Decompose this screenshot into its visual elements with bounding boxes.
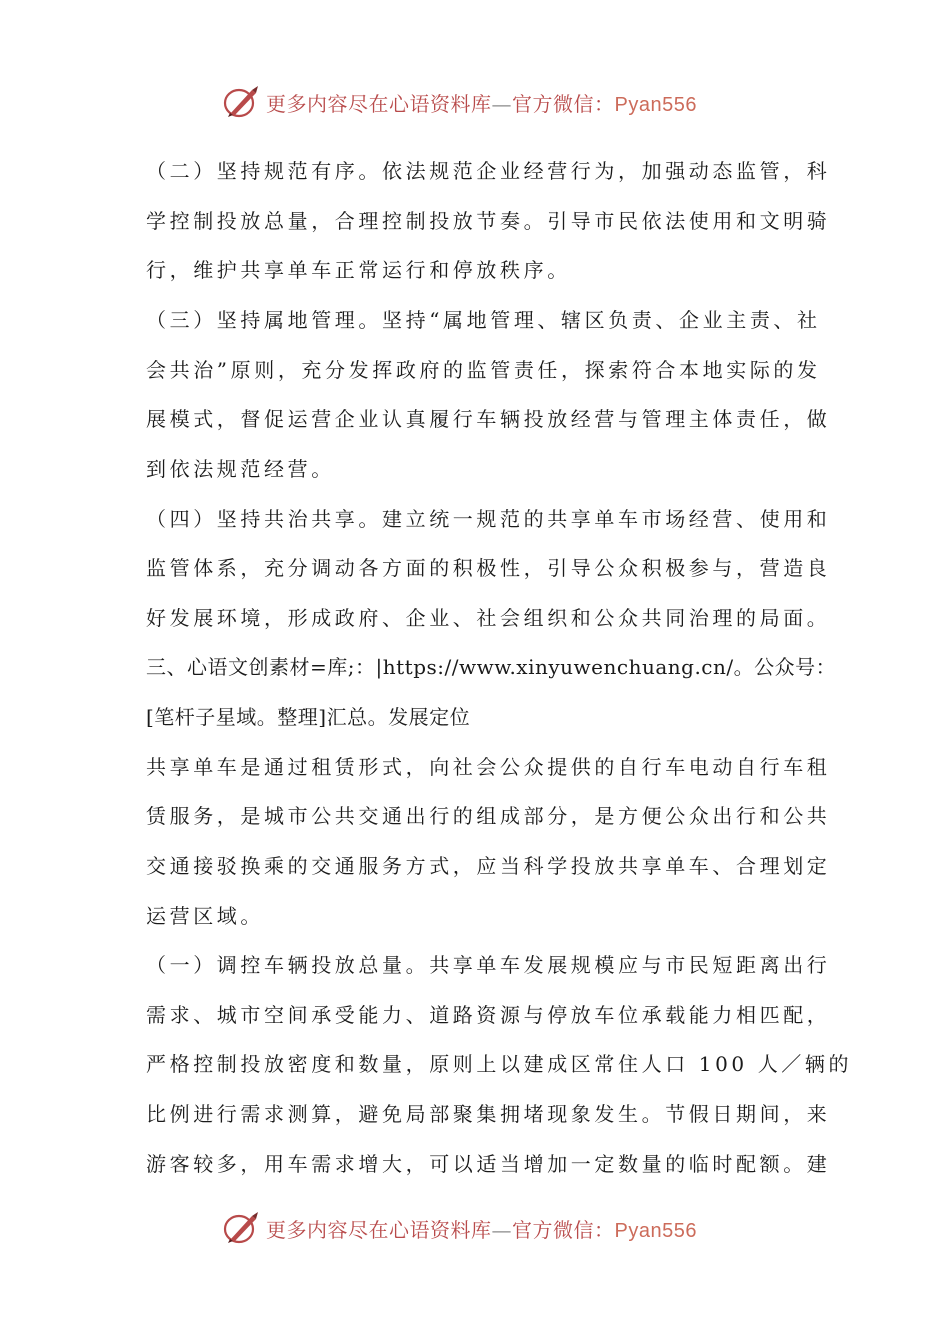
footer-wechat-id: Pyan556 [614,1220,697,1242]
text-line: 好发展环境，形成政府、企业、社会组织和公众共同治理的局面。 [146,606,831,630]
text-line: 共享单车是通过租赁形式，向社会公众提供的自行车电动自行车租 [146,755,831,779]
text-line: 三、心语文创素材=库;：|https://www.xinyuwenchuang.cn/。公众号： [146,655,837,679]
text-line: （一）调控车辆投放总量。共享单车发展规模应与市民短距离出行 [146,953,831,977]
header-banner-text [266,88,697,117]
text-line: （四）坚持共治共享。建立统一规范的共享单车市场经营、使用和 [146,507,831,531]
text-line: 运营区域。 [146,904,264,928]
text-line: 会共治”原则，充分发挥政府的监管责任，探索符合本地实际的发 [146,358,821,382]
pen-logo-icon [222,1210,262,1246]
text-line: 游客较多，用车需求增大，可以适当增加一定数量的临时配额。建 [146,1152,831,1176]
footer-banner [0,1208,950,1248]
text-line: [笔杆子星域。整理]汇总。发展定位 [146,705,471,729]
footer-banner-text [266,1214,697,1243]
header-banner-separator: — [491,92,512,116]
text-line: 需求、城市空间承受能力、道路资源与停放车位承载能力相匹配， [146,1003,831,1027]
text-line: 监管体系，充分调动各方面的积极性，引导公众积极参与，营造良 [146,556,831,580]
footer-wechat-label: 官方微信： [512,1218,615,1242]
text-line: 赁服务，是城市公共交通出行的组成部分，是方便公众出行和公共 [146,804,831,828]
header-banner [0,82,950,122]
text-line: 到依法规范经营。 [146,457,335,481]
text-line: 比例进行需求测算，避免局部聚集拥堵现象发生。节假日期间，来 [146,1102,831,1126]
text-line: 学控制投放总量，合理控制投放节奏。引导市民依法使用和文明骑 [146,209,831,233]
header-wechat-label: 官方微信： [512,92,615,116]
text-line: 行，维护共享单车正常运行和停放秩序。 [146,258,571,282]
header-wechat-id: Pyan556 [614,94,697,116]
text-line: （二）坚持规范有序。依法规范企业经营行为，加强动态监管，科 [146,159,831,183]
footer-banner-separator: — [491,1218,512,1242]
text-line: 严格控制投放密度和数量，原则上以建成区常住人口 100 人／辆的 [146,1052,853,1076]
text-line: 交通接驳换乘的交通服务方式，应当科学投放共享单车、合理划定 [146,854,831,878]
header-banner-title: 更多内容尽在心语资料库 [266,92,492,116]
text-line: 展模式，督促运营企业认真履行车辆投放经营与管理主体责任，做 [146,407,831,431]
text-line: （三）坚持属地管理。坚持“属地管理、辖区负责、企业主责、社 [146,308,821,332]
pen-logo-icon [222,84,262,120]
footer-banner-title: 更多内容尽在心语资料库 [266,1218,492,1242]
